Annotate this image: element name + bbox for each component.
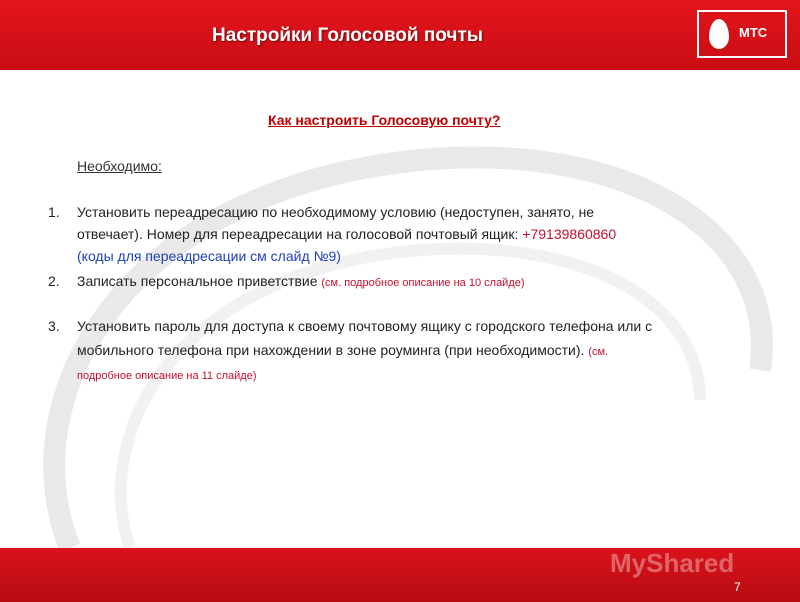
page-number: 7 [734,580,741,594]
slide-body [0,70,800,548]
reference-note: подробное описание на 11 слайде) [77,370,257,382]
egg-icon [709,19,729,49]
list-item-2-line-1: 2. Записать персональное приветствие (см. подробное описание на 10 слайде) [48,273,525,289]
list-item-number: 3. [48,318,60,334]
slide-footer [0,548,800,602]
list-item-3-line-1: 3. Установить пароль для доступа к своему почтовому ящику с городского телефона или с [48,318,653,334]
list-item-number: 2. [48,273,60,289]
list-item-1-line-3 [77,248,341,264]
watermark: MyShared [610,548,735,578]
intro-label: Необходимо: [77,158,162,174]
reference-note: (см. подробное описание на 10 слайде) [321,277,525,289]
voicemail-number: +79139860860 [522,226,617,242]
logo-text: МТС [739,25,768,40]
reference-note: (см. [588,346,609,358]
list-item-3-line-3 [77,366,257,382]
forwarding-codes-note: (коды для переадресации см слайд №9) [77,248,341,264]
list-item-1-line-2: отвечает). Номер для переадресации на голосовой почтовый ящик: +79139860860 [77,226,617,242]
slide-subtitle: Как настроить Голосовую почту? [268,112,501,128]
slide-header [0,0,800,70]
list-item-3-line-2: мобильного телефона при нахождении в зоне роуминга (при необходимости). (см. [77,342,609,358]
mts-logo [697,10,787,58]
list-item-number: 1. [48,204,60,220]
slide-title: Настройки Голосовой почты [212,25,483,46]
list-item-1-line-1: 1. Установить переадресацию по необходимому условию (недоступен, занято, не [48,204,595,220]
